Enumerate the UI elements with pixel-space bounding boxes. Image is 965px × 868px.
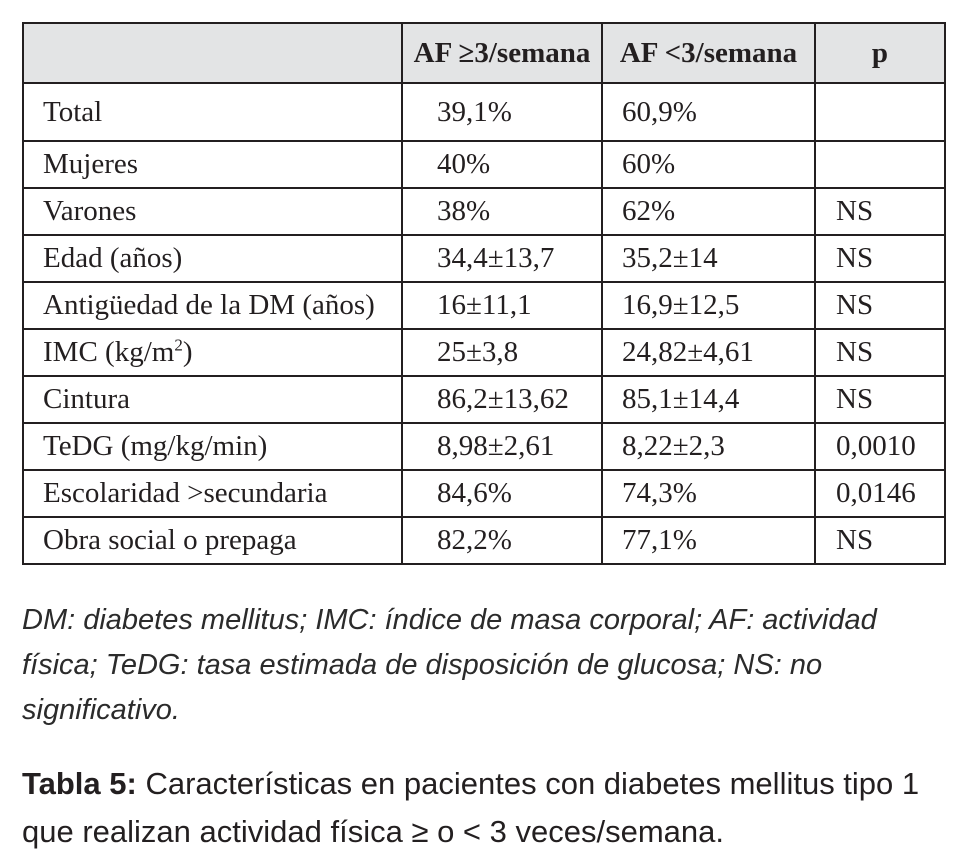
table-row: [23, 282, 945, 329]
cell-p: NS: [815, 517, 945, 564]
cell-af-lt3: 16,9±12,5: [602, 282, 815, 329]
cell-p: NS: [815, 329, 945, 376]
cell-p: 0,0010: [815, 423, 945, 470]
row-label: Varones: [23, 188, 402, 235]
row-label: [23, 329, 402, 376]
cell-af-ge3: 34,4±13,7: [402, 235, 602, 282]
cell-af-lt3: 77,1%: [602, 517, 815, 564]
cell-p: NS: [815, 188, 945, 235]
cell-af-ge3: 39,1%: [402, 83, 602, 141]
caption-label: Tabla 5:: [22, 766, 137, 801]
header-p: p: [815, 23, 945, 83]
table-row: [23, 235, 945, 282]
cell-p: NS: [815, 235, 945, 282]
row-label-superscript: 2: [174, 335, 183, 355]
cell-p: [815, 83, 945, 141]
row-label: TeDG (mg/kg/min): [23, 423, 402, 470]
abbreviations-note: DM: diabetes mellitus; IMC: índice de masa corporal; AF: actividad física; TeDG: tasa estimada de disposición de glucosa; NS: no significativo.: [22, 604, 877, 726]
row-label-main: IMC (kg/m: [43, 336, 175, 368]
cell-af-lt3: 85,1±14,4: [602, 376, 815, 423]
table-row: [23, 141, 945, 188]
table-row: [23, 376, 945, 423]
row-label: Mujeres: [23, 141, 402, 188]
table-row: [23, 188, 945, 235]
cell-af-ge3: 40%: [402, 141, 602, 188]
header-af-lt3: AF <3/semana: [602, 23, 815, 83]
row-label: Cintura: [23, 376, 402, 423]
row-label-end: ): [182, 336, 193, 368]
table-header-row: [23, 23, 945, 83]
cell-af-lt3: 8,22±2,3: [602, 423, 815, 470]
cell-af-ge3: 16±11,1: [402, 282, 602, 329]
header-af-ge3: AF ≥3/semana: [402, 23, 602, 83]
data-table-container: [22, 22, 944, 565]
row-label: Edad (años): [23, 235, 402, 282]
characteristics-table: [22, 22, 946, 565]
row-label: Obra social o prepaga: [23, 517, 402, 564]
table-caption: [22, 760, 952, 856]
cell-af-ge3: 25±3,8: [402, 329, 602, 376]
table-row: [23, 83, 945, 141]
cell-p: NS: [815, 376, 945, 423]
table-row: [23, 329, 945, 376]
row-label: Antigüedad de la DM (años): [23, 282, 402, 329]
cell-af-ge3: 38%: [402, 188, 602, 235]
cell-af-ge3: 84,6%: [402, 470, 602, 517]
table-row: [23, 517, 945, 564]
row-label: Escolaridad >secundaria: [23, 470, 402, 517]
cell-af-lt3: 60,9%: [602, 83, 815, 141]
cell-af-lt3: 60%: [602, 141, 815, 188]
table-row: [23, 470, 945, 517]
cell-p: 0,0146: [815, 470, 945, 517]
cell-af-lt3: 74,3%: [602, 470, 815, 517]
row-label: Total: [23, 83, 402, 141]
caption-text: Características en pacientes con diabetes mellitus tipo 1 que realizan actividad física ≥ o < 3 veces/semana.: [22, 766, 920, 849]
cell-af-ge3: 8,98±2,61: [402, 423, 602, 470]
header-empty: [23, 23, 402, 83]
cell-af-lt3: 24,82±4,61: [602, 329, 815, 376]
cell-af-ge3: 82,2%: [402, 517, 602, 564]
cell-p: NS: [815, 282, 945, 329]
cell-p: [815, 141, 945, 188]
cell-af-lt3: 62%: [602, 188, 815, 235]
table-row: [23, 423, 945, 470]
cell-af-ge3: 86,2±13,62: [402, 376, 602, 423]
cell-af-lt3: 35,2±14: [602, 235, 815, 282]
